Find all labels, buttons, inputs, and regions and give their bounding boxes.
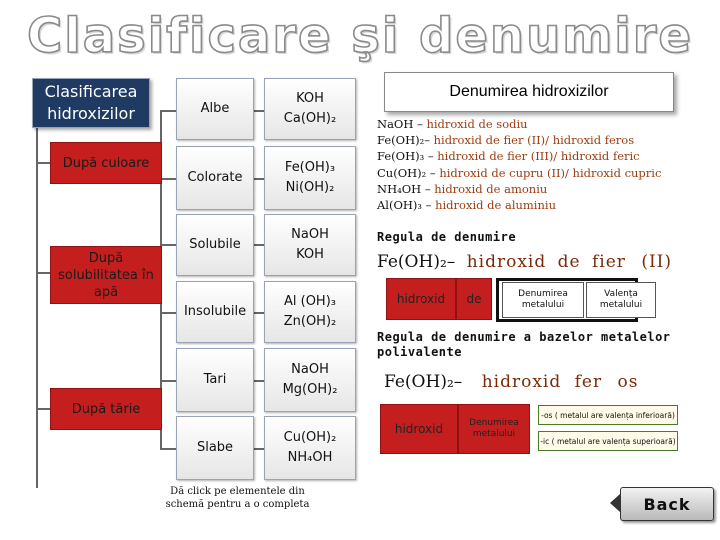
examples-tari[interactable] bbox=[264, 348, 356, 412]
row-line-1 bbox=[160, 110, 176, 112]
tree-trunk-line bbox=[36, 128, 38, 488]
rule1-word-metal: fier bbox=[592, 252, 626, 272]
examples-slabe-text: Cu(OH)₂ NH₄OH bbox=[283, 430, 337, 465]
rule2-block-os-label: -os ( metalul are valența inferioară) bbox=[541, 410, 675, 420]
rule2-block-metal[interactable] bbox=[458, 404, 530, 454]
row-line-2 bbox=[160, 178, 176, 180]
examples-solubile[interactable] bbox=[264, 214, 356, 276]
row-slabe[interactable] bbox=[176, 416, 254, 480]
example-formula: Cu(OH)₂ – bbox=[377, 165, 440, 180]
example-name: hidroxid de amoniu bbox=[434, 181, 548, 196]
example-line-1 bbox=[254, 110, 264, 112]
examples-solubile-text: NaOH KOH bbox=[291, 227, 329, 262]
classification-root[interactable] bbox=[32, 78, 150, 128]
examples-tari-text: NaOH Mg(OH)₂ bbox=[282, 362, 338, 397]
instruction-note: Dă click pe elementele din schemă pentru a o completa bbox=[165, 486, 310, 510]
rule1-block-valenta[interactable] bbox=[586, 282, 656, 318]
rule1-word-hidroxid: hidroxid bbox=[466, 252, 547, 272]
example-line-4 bbox=[254, 312, 264, 314]
rule1-block-valenta-label: Valența metalului bbox=[599, 289, 643, 310]
example-formula: Al(OH)₃ – bbox=[377, 198, 436, 213]
examples-insolubile[interactable] bbox=[264, 281, 356, 343]
rule2-block-hidroxid-label: hidroxid bbox=[394, 422, 444, 436]
rule1-block-de[interactable] bbox=[456, 278, 492, 320]
rule1-block-metal[interactable] bbox=[502, 282, 584, 318]
rule2-block-metal-label: Denumirea metalului bbox=[469, 418, 519, 439]
example-formula: Fe(OH)₂– bbox=[377, 133, 434, 148]
rule-heading-general: Regula de denumire bbox=[377, 230, 517, 244]
branch-line-tarie bbox=[36, 408, 50, 410]
rule1-formula-line bbox=[377, 252, 672, 272]
example-formula: NH₄OH – bbox=[377, 181, 435, 196]
example-formula: NaOH – bbox=[377, 117, 427, 131]
rule2-word-hidroxid: hidroxid bbox=[481, 372, 562, 392]
back-button-label: Back bbox=[643, 494, 691, 514]
row-tari-label: Tari bbox=[203, 372, 227, 387]
rule-heading-polivalente: Regula de denumire a bazelor metalelor polivalente bbox=[377, 330, 671, 359]
examples-slabe[interactable] bbox=[264, 416, 356, 480]
example-name: hidroxid de aluminiu bbox=[435, 198, 556, 213]
example-formula: Fe(OH)₃ – bbox=[377, 149, 438, 164]
rule1-block-metal-label: Denumirea metalului bbox=[518, 289, 568, 310]
naming-example[interactable] bbox=[377, 116, 661, 132]
example-line-3 bbox=[254, 244, 264, 246]
row-line-3 bbox=[160, 244, 176, 246]
group-solubilitate-label: După solubilitatea în apă bbox=[58, 250, 154, 300]
row-line-6 bbox=[160, 448, 176, 450]
row-colorate[interactable] bbox=[176, 146, 254, 210]
row-albe-label: Albe bbox=[200, 101, 230, 116]
rule1-block-hidroxid-label: hidroxid bbox=[396, 292, 446, 306]
rule1-block-de-label: de bbox=[466, 292, 482, 306]
rule1-word-de: de bbox=[557, 252, 581, 272]
back-button[interactable] bbox=[620, 487, 714, 521]
row-line-4 bbox=[160, 312, 176, 314]
row-slabe-label: Slabe bbox=[196, 440, 234, 455]
example-name: hidroxid de fier (III)/ hidroxid feric bbox=[437, 149, 640, 164]
rule2-word-suffix: os bbox=[617, 372, 639, 392]
row-insolubile-label: Insolubile bbox=[183, 304, 247, 319]
rule1-block-hidroxid[interactable] bbox=[386, 278, 456, 320]
group-solubilitate[interactable] bbox=[50, 246, 162, 304]
branch-line-solubilitate bbox=[36, 272, 50, 274]
row-tari[interactable] bbox=[176, 348, 254, 412]
group-tarie[interactable] bbox=[50, 388, 162, 430]
page-title: Clasificare şi denumire bbox=[27, 8, 693, 64]
naming-examples-list bbox=[377, 116, 661, 213]
group-tarie-label: După tărie bbox=[71, 401, 141, 417]
example-name: hidroxid de sodiu bbox=[426, 117, 528, 131]
branch-line-culoare bbox=[36, 162, 50, 164]
example-name: hidroxid de fier (II)/ hidroxid feros bbox=[433, 133, 635, 148]
rule2-block-os[interactable] bbox=[538, 405, 678, 425]
examples-colorate[interactable] bbox=[264, 146, 356, 210]
examples-albe[interactable] bbox=[264, 78, 356, 140]
naming-example[interactable] bbox=[377, 181, 661, 197]
naming-example[interactable] bbox=[377, 197, 661, 213]
classification-root-label: Clasificarea hidroxizilor bbox=[44, 82, 138, 123]
rule2-block-hidroxid[interactable] bbox=[380, 404, 458, 454]
naming-example[interactable] bbox=[377, 148, 661, 164]
rule2-formula-line bbox=[384, 372, 639, 392]
examples-colorate-text: Fe(OH)₃ Ni(OH)₂ bbox=[284, 160, 336, 195]
denumire-heading-text: Denumirea hidroxizilor bbox=[449, 83, 609, 100]
row-line-5 bbox=[160, 380, 176, 382]
rule2-block-ic[interactable] bbox=[538, 431, 678, 451]
example-line-5 bbox=[254, 380, 264, 382]
example-line-6 bbox=[254, 448, 264, 450]
rule2-block-ic-label: -ic ( metalul are valența superioară) bbox=[540, 436, 676, 446]
rule2-formula: Fe(OH)₂– bbox=[384, 372, 463, 392]
row-albe[interactable] bbox=[176, 78, 254, 140]
example-name: hidroxid de cupru (II)/ hidroxid cupric bbox=[439, 165, 662, 180]
rule1-word-valenta: (II) bbox=[641, 252, 673, 272]
rule1-formula: Fe(OH)₂– bbox=[377, 252, 456, 272]
examples-albe-text: KOH Ca(OH)₂ bbox=[283, 91, 337, 126]
group-culoare[interactable] bbox=[50, 142, 162, 184]
naming-example[interactable] bbox=[377, 132, 661, 148]
back-arrow-icon bbox=[610, 494, 620, 512]
row-solubile[interactable] bbox=[176, 214, 254, 276]
row-colorate-label: Colorate bbox=[187, 170, 243, 185]
example-line-2 bbox=[254, 178, 264, 180]
denumire-heading bbox=[384, 72, 674, 112]
examples-insolubile-text: Al (OH)₃ Zn(OH)₂ bbox=[283, 294, 337, 329]
naming-example[interactable] bbox=[377, 165, 661, 181]
row-solubile-label: Solubile bbox=[189, 237, 241, 252]
group-culoare-label: După culoare bbox=[62, 155, 150, 171]
row-insolubile[interactable] bbox=[176, 281, 254, 343]
rule2-word-metal: fer bbox=[574, 372, 603, 392]
